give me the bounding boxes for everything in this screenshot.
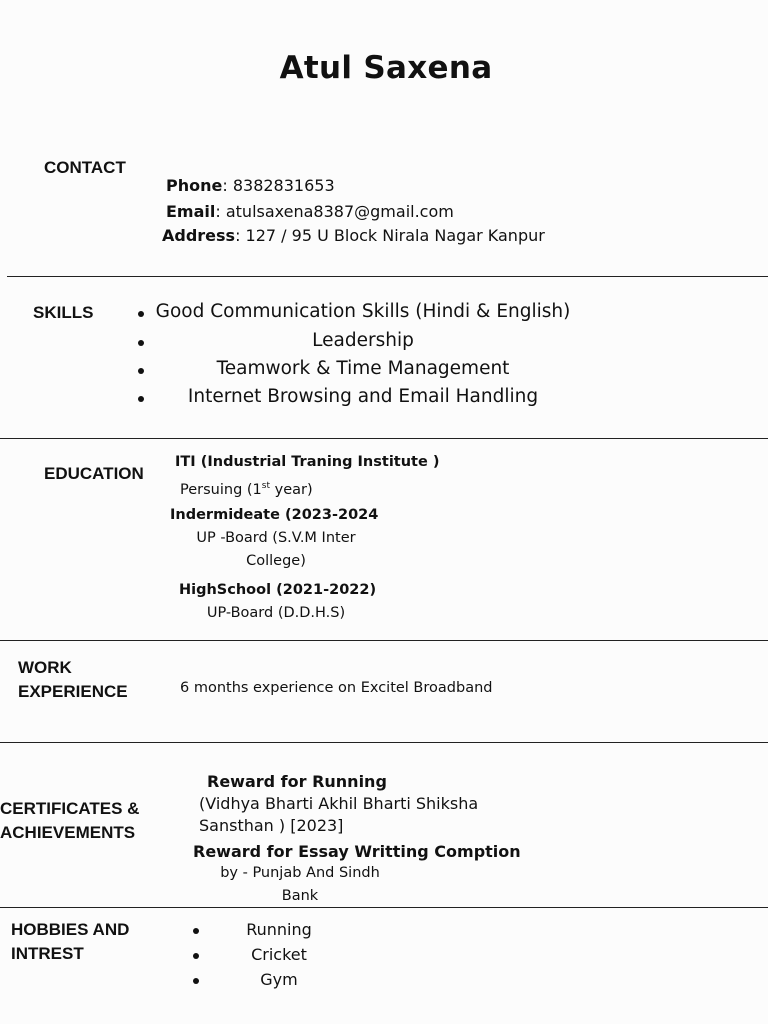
divider-education: [0, 640, 768, 641]
hobby-item: Gym: [260, 970, 298, 989]
contact-heading: CONTACT: [44, 158, 126, 177]
bullet: [193, 928, 199, 934]
work-heading: [18, 656, 128, 704]
skills-heading: SKILLS: [33, 303, 94, 322]
cert-1-line2: Sansthan ) [2023]: [199, 816, 344, 835]
hobbies-heading-line2: INTREST: [11, 944, 84, 963]
certificates-heading-line2: ACHIEVEMENTS: [0, 823, 136, 842]
work-heading-line1: WORK: [18, 658, 72, 677]
address-label: Address: [162, 226, 236, 245]
address-value: : 127 / 95 U Block Nirala Nagar Kanpur: [235, 226, 545, 245]
email-value: : atulsaxena8387@gmail.com: [215, 202, 454, 221]
education-heading: EDUCATION: [44, 464, 144, 483]
phone-value: : 8382831653: [222, 176, 335, 195]
cert-1-line1: (Vidhya Bharti Akhil Bharti Shiksha: [199, 794, 479, 813]
email-label: Email: [166, 202, 216, 221]
skill-item: Internet Browsing and Email Handling: [187, 386, 539, 407]
edu-iti-status-a: Persuing (1: [180, 481, 262, 498]
hobbies-heading: [11, 918, 129, 966]
cert-1-title: Reward for Running: [207, 772, 387, 791]
hobbies-heading-line1: HOBBIES AND: [11, 920, 130, 939]
bullet: [138, 396, 144, 402]
cert-2-line1: by - Punjab And Sindh: [220, 865, 380, 881]
skill-item: Leadership: [312, 330, 414, 351]
work-text: 6 months experience on Excitel Broadband: [180, 680, 493, 696]
contact-email: [166, 202, 454, 221]
divider-work: [0, 742, 768, 743]
hobby-item: Cricket: [251, 945, 307, 964]
contact-address: [162, 226, 545, 245]
bullet: [138, 368, 144, 374]
cert-2-line2: Bank: [281, 888, 319, 904]
cert-2-title: Reward for Essay Writting Comption: [193, 842, 521, 861]
certificates-heading: [0, 797, 139, 845]
divider-certificates: [0, 907, 768, 908]
edu-hs-line: UP-Board (D.D.H.S): [206, 605, 346, 621]
edu-inter-line1: UP -Board (S.V.M Inter: [196, 530, 356, 546]
hobby-item: Running: [246, 920, 312, 939]
work-heading-line2: EXPERIENCE: [18, 682, 128, 701]
edu-inter-line2: College): [246, 553, 306, 569]
phone-label: Phone: [166, 176, 223, 195]
bullet: [193, 953, 199, 959]
bullet: [138, 311, 144, 317]
skill-item: Good Communication Skills (Hindi & English): [155, 301, 571, 322]
divider-skills: [0, 438, 768, 439]
bullet: [193, 978, 199, 984]
bullet: [138, 340, 144, 346]
divider-contact: [7, 276, 768, 277]
edu-iti-status-b: year): [270, 481, 313, 498]
edu-iti-title: ITI (Industrial Traning Institute ): [175, 454, 440, 470]
skill-item: Teamwork & Time Management: [216, 358, 510, 379]
edu-inter-title: Indermideate (2023-2024: [170, 507, 379, 523]
certificates-heading-line1: CERTIFICATES &: [0, 799, 140, 818]
contact-phone: [166, 176, 335, 195]
edu-iti-status-sup: st: [261, 481, 270, 491]
resume-name: Atul Saxena: [279, 50, 493, 86]
edu-iti-status: [180, 481, 313, 498]
edu-hs-title: HighSchool (2021-2022): [179, 582, 377, 598]
